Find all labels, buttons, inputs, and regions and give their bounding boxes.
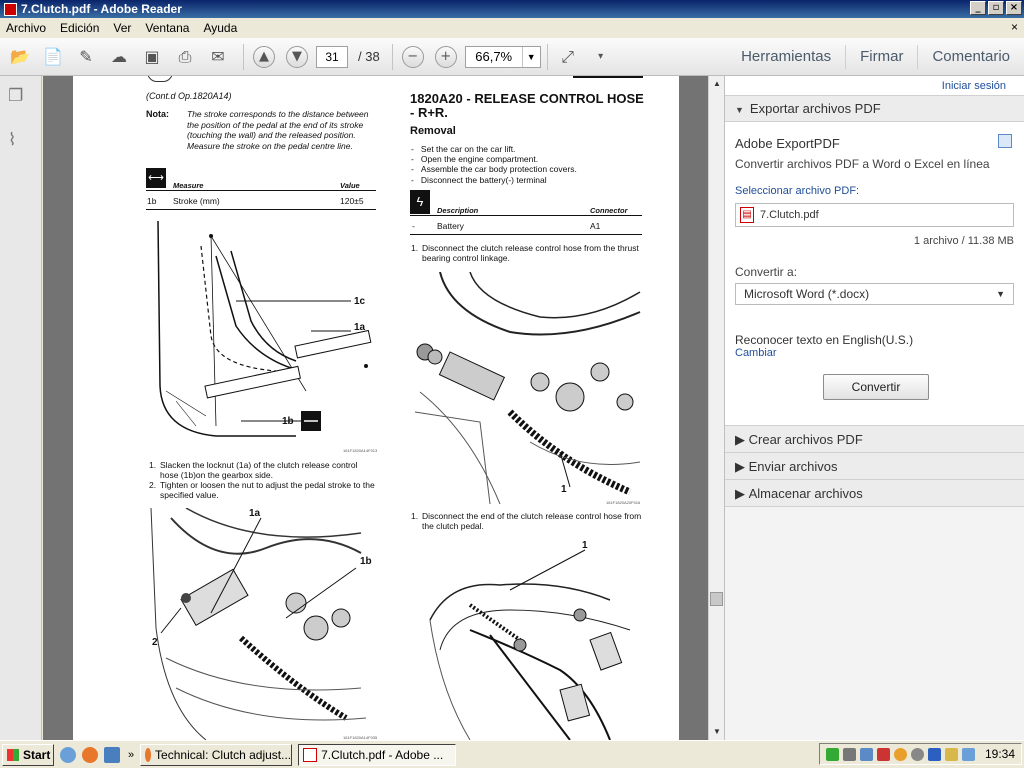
measure-name: Stroke (mm) <box>173 196 220 206</box>
measure-value: 120±5 <box>340 196 364 206</box>
power-icon[interactable] <box>945 748 958 761</box>
taskbar-item-label: 7.Clutch.pdf - Adobe ... <box>321 747 444 762</box>
document-close-icon[interactable]: × <box>1010 20 1018 34</box>
expand-triangle-icon: ▶ <box>735 486 745 501</box>
clock: 19:34 <box>984 747 1015 761</box>
fullscreen-icon[interactable]: ⤢ <box>561 46 575 66</box>
edit-icon[interactable]: ✎ <box>79 47 93 66</box>
sign-link[interactable]: Firmar <box>845 45 917 69</box>
start-button[interactable] <box>2 744 54 766</box>
maximize-button[interactable]: ▫ <box>988 1 1004 15</box>
zoom-in-button[interactable]: + <box>435 46 457 68</box>
electrical-icon: ϟ <box>410 190 430 214</box>
send-files-header-label: Enviar archivos <box>748 459 838 474</box>
next-page-button[interactable]: ▼ <box>286 46 308 68</box>
tools-pane <box>724 76 1024 740</box>
measure-header: Measure <box>173 181 204 190</box>
taskbar-item-adobe-reader[interactable] <box>298 744 456 766</box>
convert-to-label: Convertir a: <box>735 265 798 279</box>
figure-code: 161F1820A14F035 <box>343 735 378 740</box>
tools-link[interactable]: Herramientas <box>741 48 832 65</box>
label-1b: 1b <box>360 556 372 567</box>
label-1: 1 <box>561 484 567 495</box>
collapse-triangle-icon: ▼ <box>735 105 744 115</box>
window-title: 7.Clutch.pdf - Adobe Reader <box>21 2 182 16</box>
label-1c: 1c <box>354 296 366 307</box>
step-text: Disconnect the clutch release control hose from the thrust bearing control linkage. <box>422 243 639 263</box>
quicklaunch-overflow-icon[interactable]: » <box>128 748 135 761</box>
pdf-file-icon <box>303 748 317 762</box>
note-label: Nota: <box>146 109 169 119</box>
create-pdf-header-label: Crear archivos PDF <box>748 432 863 447</box>
store-files-header[interactable] <box>725 480 1024 507</box>
start-label: Start <box>23 747 51 762</box>
export-pdf-title: Adobe ExportPDF <box>735 136 840 151</box>
selected-file-field[interactable] <box>735 203 1014 227</box>
ocr-language-text: Reconocer texto en English(U.S.) <box>735 333 914 347</box>
label-1a: 1a <box>249 508 261 519</box>
select-file-label: Seleccionar archivo PDF: <box>735 185 860 197</box>
vertical-scrollbar[interactable] <box>708 76 724 740</box>
create-pdf-icon[interactable]: 📄 <box>43 47 63 66</box>
step-text: Disconnect the end of the clutch release control hose from the clutch pedal. <box>422 511 642 531</box>
toolbar-separator <box>547 44 548 70</box>
note-text: The stroke corresponds to the distance between the position of the pedal at the end of its stroke (touching the wall) and the released position. Measure the stroke on the pedal centre line. <box>187 109 369 151</box>
selected-file-name: 7.Clutch.pdf <box>760 209 819 221</box>
clutch-pedal-photo <box>410 540 642 740</box>
attachments-icon[interactable]: ⌇ <box>8 130 17 150</box>
step-number: 1. <box>149 460 157 470</box>
description-header: Description <box>437 206 479 215</box>
thrust-bearing-linkage-photo <box>410 272 642 504</box>
taskbar-item-firefox[interactable] <box>140 744 292 766</box>
taskbar-item-label: Technical: Clutch adjust... <box>155 747 292 762</box>
step-text: Slacken the locknut (1a) of the clutch release control hose (1b)on the gearbox side. <box>160 460 358 480</box>
row-description: Battery <box>437 221 464 231</box>
page-number-input[interactable]: 31 <box>316 46 348 68</box>
store-files-header-label: Almacenar archivos <box>748 486 863 501</box>
page-header-number <box>573 76 643 78</box>
update-icon[interactable] <box>894 748 907 761</box>
comment-link[interactable]: Comentario <box>917 45 1024 69</box>
table-rule <box>410 234 642 235</box>
menu-ventana[interactable]: Ventana <box>145 21 190 35</box>
export-pdf-description: Convertir archivos PDF a Word o Excel en línea <box>735 157 990 171</box>
system-tray <box>819 743 1022 765</box>
create-pdf-header[interactable] <box>725 426 1024 453</box>
windows-logo-icon <box>7 749 19 761</box>
continuation-label: (Cont.d Op.1820A14) <box>146 91 232 101</box>
save-icon[interactable]: ▣ <box>144 47 160 66</box>
value-header: Value <box>340 181 360 190</box>
menu-edicion[interactable]: Edición <box>60 21 100 35</box>
network-icon[interactable] <box>843 748 856 761</box>
connector-header: Connector <box>590 206 628 215</box>
scroll-down-icon[interactable]: ▼ <box>713 727 721 736</box>
list-item: - Set the car on the car lift. <box>411 144 516 154</box>
removal-list <box>411 144 651 185</box>
convert-format-value: Microsoft Word (*.docx) <box>744 287 870 301</box>
row-dash: - <box>412 221 415 231</box>
label-2: 2 <box>152 637 158 648</box>
measure-code: 1b <box>147 196 157 206</box>
export-document-icon <box>998 134 1012 148</box>
menu-ayuda[interactable]: Ayuda <box>203 21 238 35</box>
signal-icon[interactable] <box>826 748 839 761</box>
expand-triangle-icon: ▶ <box>735 459 745 474</box>
toolbar <box>0 38 1024 76</box>
label-1a: 1a <box>354 322 366 333</box>
convert-button[interactable]: Convertir <box>823 374 929 400</box>
label-1b: 1b <box>282 416 294 427</box>
locknut-adjustment-photo <box>146 508 378 740</box>
toolbar-separator <box>243 44 244 70</box>
adobe-reader-icon <box>4 3 17 16</box>
volume-muted-icon[interactable] <box>877 748 890 761</box>
chevron-down-icon: ▼ <box>996 289 1005 299</box>
convert-format-select[interactable] <box>735 283 1014 305</box>
minimize-button[interactable]: _ <box>970 1 986 15</box>
step-text: Tighten or loosen the nut to adjust the pedal stroke to the specified value. <box>160 480 375 500</box>
measure-icon: ⟷ <box>146 168 166 188</box>
table-rule <box>410 215 642 216</box>
quicklaunch-firefox-icon[interactable] <box>82 747 98 763</box>
previous-page-button[interactable]: ▲ <box>253 46 275 68</box>
list-item: - Open the engine compartment. <box>411 154 539 165</box>
menu-bar <box>0 18 1024 38</box>
page-total: / 38 <box>358 49 380 64</box>
send-files-header[interactable] <box>725 453 1024 480</box>
taskbar <box>0 740 1024 768</box>
menu-ver[interactable]: Ver <box>113 21 132 35</box>
toolbar-options-icon[interactable]: ▾ <box>598 51 604 62</box>
pdf-page <box>73 76 679 740</box>
table-rule <box>146 209 376 210</box>
security-icon[interactable] <box>911 748 924 761</box>
change-language-link[interactable]: Cambiar <box>735 347 777 359</box>
document-view[interactable] <box>43 76 708 740</box>
title-bar <box>0 0 1024 18</box>
email-icon[interactable]: ✉ <box>211 47 225 66</box>
navigation-pane <box>0 76 42 740</box>
close-button[interactable]: × <box>1006 1 1022 15</box>
step-number: 1. <box>411 511 419 521</box>
pages-icon[interactable]: ❐ <box>8 86 24 106</box>
zoom-select[interactable] <box>465 46 541 68</box>
toolbar-separator <box>392 44 393 70</box>
figure-code: 161F1820A20F016 <box>606 500 641 505</box>
file-count: 1 archivo / 11.38 MB <box>913 235 1014 247</box>
pedal-stroke-diagram <box>146 216 378 456</box>
removal-heading: Removal <box>410 125 456 137</box>
export-pdf-section <box>725 122 1024 426</box>
print-icon[interactable]: ⎙ <box>178 46 192 66</box>
table-rule <box>146 190 376 191</box>
sign-in-link[interactable]: Iniciar sesión <box>725 76 1024 96</box>
firefox-icon <box>145 748 151 762</box>
export-pdf-header-label: Exportar archivos PDF <box>749 101 881 116</box>
scroll-up-icon[interactable]: ▲ <box>713 79 721 88</box>
step-number: 1. <box>411 243 419 253</box>
bluetooth-icon[interactable] <box>928 748 941 761</box>
chevron-down-icon: ▼ <box>522 47 540 67</box>
messenger-icon[interactable] <box>962 748 975 761</box>
list-item: - Disconnect the battery(-) terminal <box>411 174 547 185</box>
open-file-icon[interactable]: 📂 <box>10 47 30 66</box>
cloud-upload-icon[interactable]: ☁ <box>111 47 127 66</box>
step-number: 2. <box>149 480 157 490</box>
figure-code: 161F1820A14F013 <box>343 448 378 453</box>
display-icon[interactable] <box>860 748 873 761</box>
list-item: - Assemble the car body protection covers. <box>411 164 577 175</box>
section-title: 1820A20 - RELEASE CONTROL HOSE - R+R. <box>410 91 644 120</box>
zoom-out-button[interactable]: − <box>402 46 424 68</box>
menu-archivo[interactable]: Archivo <box>6 21 47 35</box>
expand-triangle-icon: ▶ <box>735 432 745 447</box>
scroll-thumb[interactable] <box>710 592 723 606</box>
quicklaunch-ie-icon[interactable] <box>60 747 76 763</box>
quicklaunch-desktop-icon[interactable] <box>104 747 120 763</box>
pdf-file-icon: ▤ <box>740 207 754 223</box>
zoom-value: 66,7% <box>475 49 513 64</box>
manual-logo <box>147 76 173 82</box>
export-pdf-header[interactable] <box>725 96 1024 122</box>
label-1: 1 <box>582 540 588 551</box>
row-connector: A1 <box>590 221 601 231</box>
